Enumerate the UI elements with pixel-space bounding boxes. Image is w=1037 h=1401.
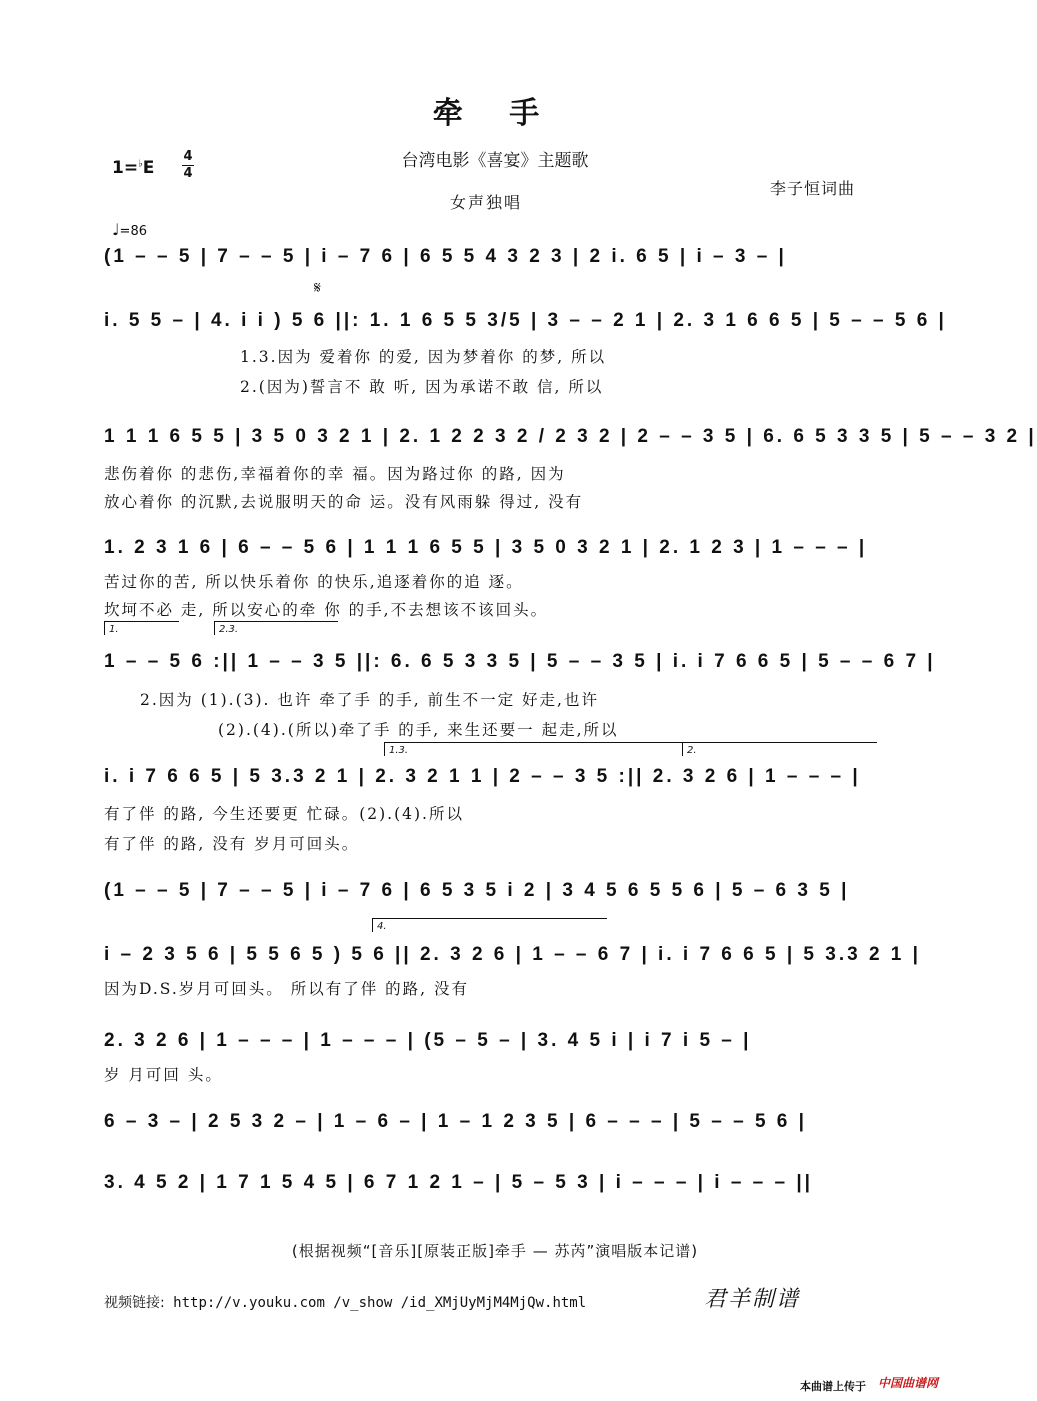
volta-bracket-2-3: 2.3. xyxy=(214,621,338,635)
lyric-row-6-verse-2: 有了伴 的路, 没有 岁月可回头。 xyxy=(104,835,360,853)
lyric-row-4-verse-1: 苦过你的苦, 所以快乐着你 的快乐,追逐着你的追 逐。 xyxy=(104,573,524,591)
score-row-2: i. 5 5 – | 4. i i ) 5 6 ||: 1. 1 6 5 5 3/5 | 3 – – 2 1 | 2. 3 1 6 6 5 | 5 – – 5 6 | xyxy=(104,310,947,331)
song-subtitle: 台湾电影《喜宴》主题歌 xyxy=(401,151,589,171)
lyric-row-4-verse-2: 坎坷不必 走, 所以安心的牵 你 的手,不去想该不该回头。 xyxy=(104,601,549,619)
composer-credit: 李子恒词曲 xyxy=(770,179,856,198)
lyric-row-2-verse-1: 1.3.因为 爱着你 的爱, 因为梦着你 的梦, 所以 xyxy=(240,348,607,366)
key-signature xyxy=(112,158,154,178)
lyric-row-8: 因为D.S.岁月可回头。 所以有了伴 的路, 没有 xyxy=(104,980,470,998)
video-link xyxy=(104,1292,586,1312)
volta-bracket-2: 2. xyxy=(682,742,877,756)
volta-bracket-4: 4. xyxy=(372,918,607,932)
transcription-note: (根据视频“[音乐][原装正版]牵手 — 苏芮”演唱版本记谱) xyxy=(291,1242,699,1260)
score-row-5: 1 – – 5 6 :|| 1 – – 3 5 ||: 6. 6 5 3 3 5 | 5 – – 3 5 | i. i 7 6 6 5 | 5 – – 6 7 | xyxy=(104,651,936,672)
score-row-10: 6 – 3 – | 2 5 3 2 – | 1 – 6 – | 1 – 1 2 3 5 | 6 – – – | 5 – – 5 6 | xyxy=(104,1111,807,1132)
segno-icon: 𝄋 xyxy=(314,278,321,297)
score-row-6: i. i 7 6 6 5 | 5 3.3 2 1 | 2. 3 2 1 1 | 2 – – 3 5 :|| 2. 3 2 6 | 1 – – – | xyxy=(104,766,861,787)
volta-bracket-1: 1. xyxy=(104,621,179,635)
song-title: 牵 手 xyxy=(432,96,558,131)
lyric-row-9: 岁 月可回 头。 xyxy=(104,1066,223,1084)
lyric-row-5-verse-2: (2).(4).(所以)牵了手 的手, 来生还要一 起走,所以 xyxy=(218,721,619,739)
site-logo[interactable]: 中国曲谱网 xyxy=(878,1376,939,1390)
time-top: 4 xyxy=(183,149,193,164)
score-row-8: i – 2 3 5 6 | 5 5 6 5 ) 5 6 || 2. 3 2 6 | 1 – – 6 7 | i. i 7 6 6 5 | 5 3.3 2 1 | xyxy=(104,944,921,965)
tempo-marking xyxy=(112,220,147,239)
upload-notice: 本曲谱上传于 xyxy=(800,1380,866,1393)
score-row-3: 1 1 1 6 5 5 | 3 5 0 3 2 1 | 2. 1 2 2 3 2 / 2 3 2 | 2 – – 3 5 | 6. 6 5 3 3 5 | 5 – – 3 2 | xyxy=(104,426,1037,447)
flat-sign: ♭ xyxy=(138,158,143,170)
score-row-1: (1 – – 5 | 7 – – 5 | i – 7 6 | 6 5 5 4 3 2 3 | 2 i. 6 5 | i – 3 – | xyxy=(104,246,787,267)
tempo-value: =86 xyxy=(119,224,147,239)
key-prefix: 1= xyxy=(112,158,139,178)
time-bottom: 4 xyxy=(183,166,193,181)
volta-bracket-1-3: 1.3. xyxy=(384,742,688,756)
transcriber-signature: 君羊制谱 xyxy=(704,1287,801,1312)
quarter-note-icon: ♩ xyxy=(112,220,120,239)
time-signature xyxy=(182,150,194,181)
score-row-7: (1 – – 5 | 7 – – 5 | i – 7 6 | 6 5 3 5 i 2 | 3 4 5 6 5 5 6 | 5 – 6 3 5 | xyxy=(104,880,850,901)
lyric-row-6-verse-1: 有了伴 的路, 今生还要更 忙碌。(2).(4).所以 xyxy=(104,805,464,823)
score-row-11: 3. 4 5 2 | 1 7 1 5 4 5 | 6 7 1 2 1 – | 5 – 5 3 | i – – – | i – – – || xyxy=(104,1172,813,1193)
lyric-row-3-verse-2: 放心着你 的沉默,去说服明天的命 运。没有风雨躲 得过, 没有 xyxy=(104,493,584,511)
video-link-label: 视频链接: xyxy=(104,1295,165,1311)
voice-type: 女声独唱 xyxy=(450,193,523,212)
lyric-row-3-verse-1: 悲伤着你 的悲伤,幸福着你的幸 福。因为路过你 的路, 因为 xyxy=(104,465,566,483)
lyric-row-5-verse-1: 2.因为 (1).(3). 也许 牵了手 的手, 前生不一定 好走,也许 xyxy=(140,691,599,709)
key-letter: E xyxy=(142,158,155,178)
score-row-9: 2. 3 2 6 | 1 – – – | 1 – – – | (5 – 5 – | 3. 4 5 i | i 7 i 5 – | xyxy=(104,1030,752,1051)
score-row-4: 1. 2 3 1 6 | 6 – – 5 6 | 1 1 1 6 5 5 | 3 5 0 3 2 1 | 2. 1 2 3 | 1 – – – | xyxy=(104,537,868,558)
video-link-url[interactable]: http://v.youku.com /v_show /id_XMjUyMjM4MjQw.html xyxy=(173,1295,587,1311)
lyric-row-2-verse-2: 2.(因为)誓言不 敢 听, 因为承诺不敢 信, 所以 xyxy=(240,378,604,396)
